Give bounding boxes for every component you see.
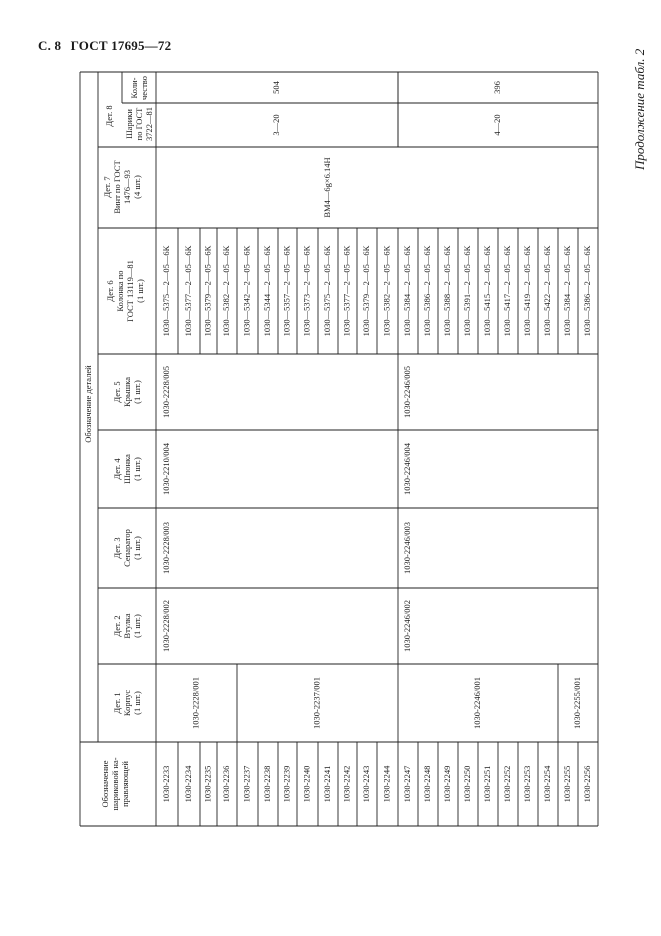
row-designation: 1030-2252 (501, 765, 512, 803)
det8-balls-value: 3—20 (270, 114, 281, 136)
row-det6-column: 1030—5377—2—05—6К (341, 245, 352, 337)
det3-value: 1030-2246/003 (401, 522, 412, 574)
det4-header: (1 шт.) (131, 457, 142, 481)
row-designation: 1030-2237 (241, 765, 252, 803)
det7-header: Дет. 7 (101, 176, 112, 198)
det7-value: ВМ4—6g×6.14Н (321, 157, 332, 218)
det6-header: ГОСТ 13119—81 (124, 260, 135, 322)
row-designation: 1030-2243 (360, 765, 371, 803)
row-det6-column: 1030—5382—2—05—6К (381, 245, 392, 337)
row-det6-column: 1030—5422—2—05—6К (541, 245, 552, 337)
det8-qty-header: Коли- (128, 77, 139, 99)
designation-header: шариковой на- (109, 757, 120, 811)
det8-qty-value: 396 (491, 81, 502, 94)
continuation-label: Продолжение табл. 2 (632, 48, 647, 170)
standard-number: ГОСТ 17695—72 (70, 38, 172, 53)
row-designation: 1030-2242 (341, 765, 352, 803)
det5-value: 1030-2228/005 (160, 366, 171, 418)
row-det6-column: 1030—5388—2—05—6К (441, 245, 452, 337)
det1-value: 1030-2246/001 (471, 677, 482, 729)
det2-header: Втулка (121, 613, 132, 639)
det8-balls-header: 3722—81 (143, 107, 154, 141)
det8-qty-value: 504 (270, 81, 281, 94)
det1-header: Дет. 1 (111, 692, 122, 714)
row-designation: 1030-2244 (381, 765, 392, 803)
det4-header: Дет. 4 (111, 458, 122, 480)
row-designation: 1030-2239 (281, 765, 292, 803)
det8-header: Дет. 8 (103, 105, 114, 127)
det2-header: Дет. 2 (111, 615, 122, 637)
row-designation: 1030-2234 (182, 765, 193, 803)
row-det6-column: 1030—5373—2—05—6К (301, 245, 312, 337)
det5-header: Дет. 5 (111, 381, 122, 403)
row-det6-column: 1030—5386—2—05—6К (421, 245, 432, 337)
det7-header: 1476—93 (121, 170, 132, 204)
row-det6-column: 1030—5357—2—05—6К (281, 245, 292, 337)
det3-header: (1 шт.) (131, 536, 142, 560)
row-det6-column: 1030—5344—2—05—6К (261, 245, 272, 337)
row-designation: 1030-2241 (321, 765, 332, 803)
row-designation: 1030-2255 (561, 765, 572, 803)
row-designation: 1030-2238 (261, 765, 272, 803)
row-det6-column: 1030—5379—2—05—6К (202, 245, 213, 337)
det2-value: 1030-2246/002 (401, 600, 412, 652)
det3-header: Дет. 3 (111, 537, 122, 559)
det7-header: Винт по ГОСТ (111, 160, 122, 214)
row-det6-column: 1030—5375—2—05—6К (160, 245, 171, 337)
row-det6-column: 1030—5377—2—05—6К (182, 245, 193, 337)
det5-value: 1030-2246/005 (401, 366, 412, 418)
page-number: С. 8 (38, 38, 62, 53)
row-designation: 1030-2249 (441, 765, 452, 803)
det1-header: (1 шт.) (131, 691, 142, 715)
designation-header: правляющей (119, 761, 130, 807)
det8-qty-header: чество (138, 76, 149, 100)
row-det6-column: 1030—5386—2—05—6К (581, 245, 592, 337)
det3-value: 1030-2228/003 (160, 522, 171, 574)
row-det6-column: 1030—5384—2—05—6К (561, 245, 572, 337)
det8-balls-header: по ГОСТ (133, 107, 144, 141)
det6-header: Колонка по (114, 270, 125, 312)
row-designation: 1030-2247 (401, 765, 412, 803)
part-designation-header: Обозначение деталей (82, 365, 93, 443)
det1-header: Корпус (121, 689, 132, 717)
row-det6-column: 1030—5415—2—05—6К (481, 245, 492, 337)
row-det6-column: 1030—5379—2—05—6К (360, 245, 371, 337)
row-designation: 1030-2251 (481, 765, 492, 803)
row-designation: 1030-2248 (421, 765, 432, 803)
row-det6-column: 1030—5382—2—05—6К (220, 245, 231, 337)
row-det6-column: 1030—5342—2—05—6К (241, 245, 252, 337)
det4-value: 1030-2210/004 (160, 443, 171, 495)
det5-header: Крышка (121, 377, 132, 407)
det5-header: (1 шт.) (131, 380, 142, 404)
det2-header: (1 шт.) (131, 614, 142, 638)
det6-header: Дет. 6 (104, 280, 115, 302)
det1-value: 1030-2228/001 (190, 677, 201, 729)
row-designation: 1030-2235 (202, 765, 213, 803)
row-designation: 1030-2236 (220, 765, 231, 803)
row-det6-column: 1030—5419—2—05—6К (521, 245, 532, 337)
row-designation: 1030-2256 (581, 765, 592, 803)
det8-balls-header: Шарики (123, 109, 134, 139)
det7-header: (4 шт.) (131, 175, 142, 199)
det3-header: Сепаратор (121, 529, 132, 567)
row-designation: 1030-2233 (160, 765, 171, 803)
det2-value: 1030-2228/002 (160, 600, 171, 652)
designation-header: Обозначение (99, 760, 110, 808)
row-det6-column: 1030—5375—2—05—6К (321, 245, 332, 337)
det1-value: 1030-2255/001 (571, 677, 582, 729)
det1-value: 1030-2237/001 (311, 677, 322, 729)
row-designation: 1030-2254 (541, 765, 552, 803)
row-det6-column: 1030—5391—2—05—6К (461, 245, 472, 337)
row-designation: 1030-2240 (301, 765, 312, 803)
det4-header: Шпонка (121, 454, 132, 484)
det4-value: 1030-2246/004 (401, 443, 412, 495)
row-designation: 1030-2250 (461, 765, 472, 803)
row-det6-column: 1030—5384—2—05—6К (401, 245, 412, 337)
det6-header: (1 шт.) (134, 279, 145, 303)
det8-balls-value: 4—20 (491, 114, 502, 136)
row-designation: 1030-2253 (521, 765, 532, 803)
row-det6-column: 1030—5417—2—05—6К (501, 245, 512, 337)
